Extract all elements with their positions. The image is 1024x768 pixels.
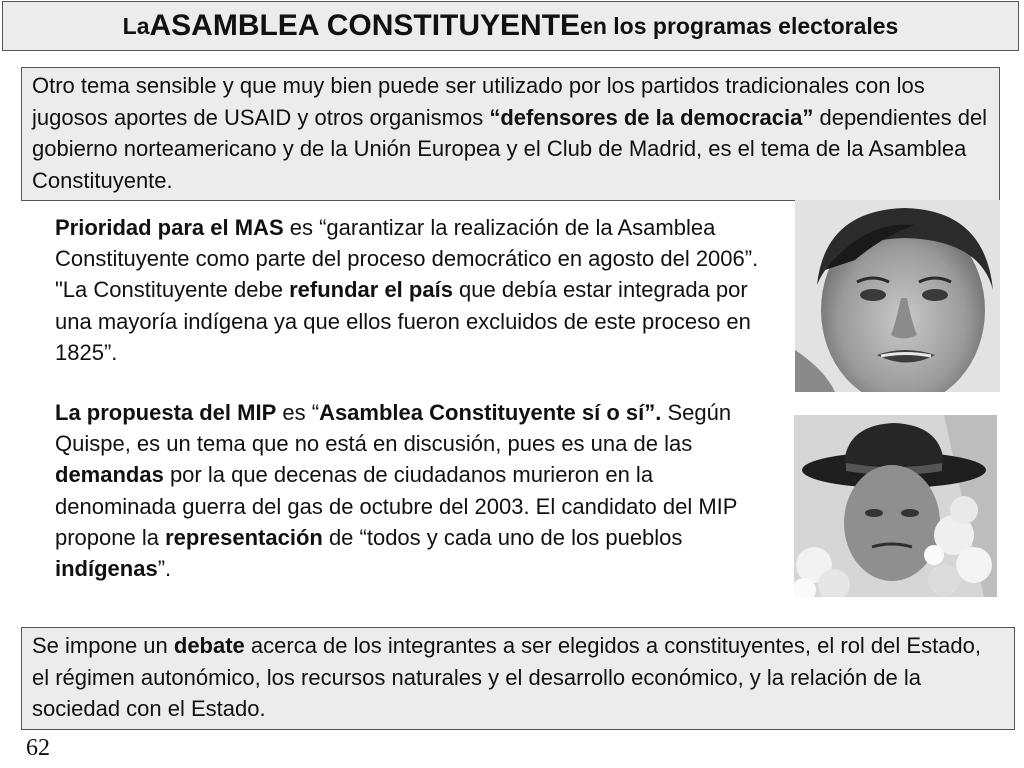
title-suffix: en los programas electorales	[580, 12, 899, 39]
mip-bold-representacion: representación	[165, 524, 323, 550]
mip-paragraph	[55, 397, 760, 584]
title-main: ASAMBLEA CONSTITUYENTE	[149, 9, 581, 42]
mas-text-1: es “garantizar la realización de la Asamblea Constituyente como parte del proceso democrático en agosto del 2006”. "La Constituyente debe	[55, 215, 759, 303]
intro-text-1: Otro tema sensible y que muy bien puede ser utilizado por los partidos tradicionales con los jugosos aportes de USAID y otros organismos	[32, 73, 925, 130]
closing-text-2: acerca de los integrantes a ser elegidos a constituyentes, el rol del Estado, el régimen autonómico, los recursos naturales y el desarrollo económico, y la relación de la sociedad con el Estado.	[32, 633, 982, 721]
mas-text-2: que debía estar integrada por una mayoría indígena ya que ellos fueron excluidos de este proceso en 1825”.	[55, 277, 751, 365]
portrait-hat-flowers-illustration	[794, 415, 997, 597]
mip-bold-quote: Asamblea Constituyente sí o sí”.	[319, 400, 662, 425]
mas-paragraph	[55, 212, 760, 368]
mip-lead: La propuesta del MIP	[55, 400, 277, 425]
mip-text-4: de “todos y cada uno de los pueblos	[322, 524, 683, 550]
mip-bold-demandas: demandas	[55, 462, 164, 488]
closing-text-1: Se impone un	[32, 633, 174, 658]
title-prefix: La	[122, 12, 150, 39]
portrait-photo-bottom	[794, 415, 997, 597]
intro-text-2: dependientes del gobierno norteamericano y de la Unión Europea y el Club de Madrid, es el tema de la Asamblea Constituyente.	[32, 104, 988, 193]
portrait-photo-top	[795, 200, 1000, 392]
mip-text-2: Según Quispe, es un tema que no está en discusión, pues es una de las	[55, 400, 732, 457]
closing-box	[21, 627, 1015, 730]
portrait-face-illustration	[795, 200, 1000, 392]
intro-bold-quote: “defensores de la democracia”	[489, 104, 814, 130]
mip-text-3: por la que decenas de ciudadanos murieron en la denominada guerra del gas de octubre del 2003. El candidato del MIP propone la	[55, 462, 738, 550]
mas-bold-refundar: refundar el país	[289, 277, 453, 303]
mip-bold-indigenas: indígenas	[55, 556, 158, 582]
page-number: 62	[26, 735, 50, 761]
closing-bold-debate: debate	[173, 633, 245, 658]
page-title	[2, 1, 1019, 51]
mip-text-5: ”.	[157, 556, 172, 582]
mas-lead: Prioridad para el MAS	[55, 215, 284, 240]
mip-text-1: es “	[276, 400, 320, 425]
intro-box	[21, 67, 1000, 201]
